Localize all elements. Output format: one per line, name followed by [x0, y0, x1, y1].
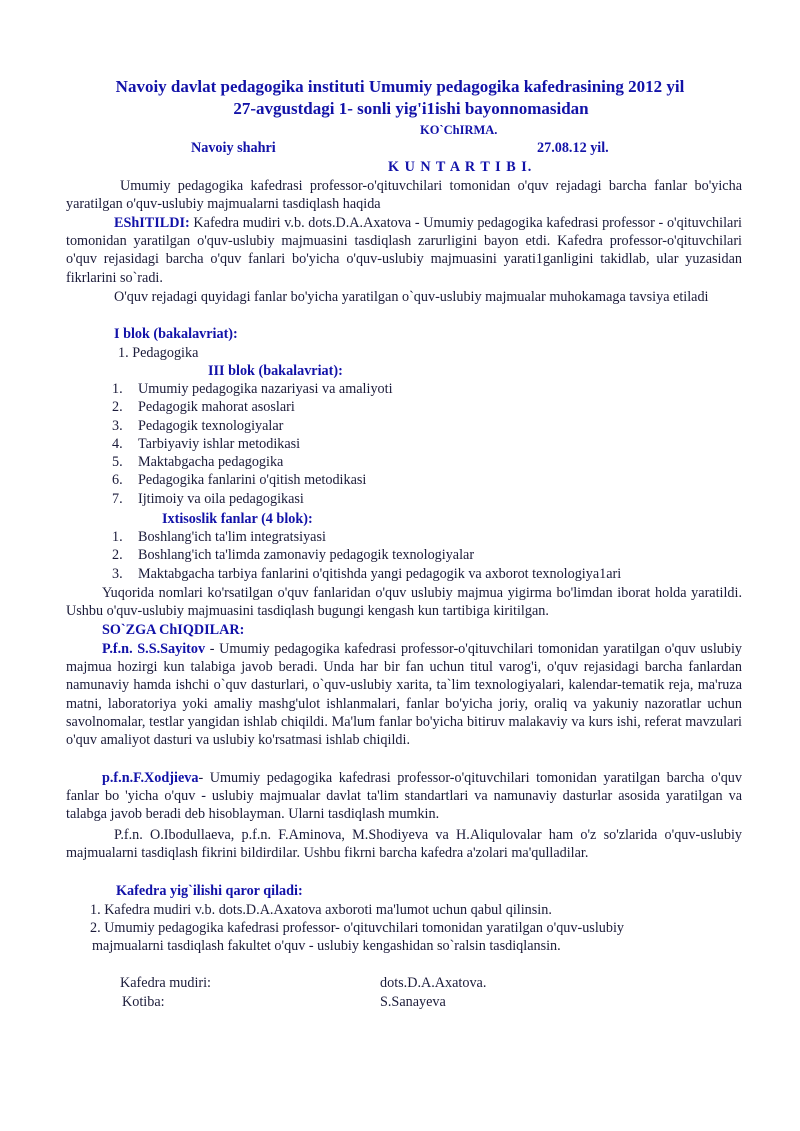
head-label: Kafedra mudiri: — [120, 975, 211, 991]
speaker1-paragraph — [66, 640, 742, 749]
list-item: 4. Tarbiyaviy ishlar metodikasi — [112, 435, 301, 452]
heard-paragraph — [66, 214, 742, 287]
speaker3-text: P.f.n. O.Ibodullaeva, p.f.n. F.Aminova, M.Shodiyeva va H.Aliqulovalar ham o'z so'zlarida o'quv-uslubiy majmualarni tasdiqlash fikrini bildirdilar. Ushbu fikrni barcha kafedra a'zolari ma'qulladilar. — [66, 827, 742, 862]
secretary-name: S.Sanayeva — [380, 994, 446, 1010]
decision-heading: Kafedra yig`ilishi qaror qiladi: — [116, 883, 303, 899]
document-title — [60, 76, 740, 120]
block4-list — [112, 528, 621, 583]
block1-item: 1. Pedagogika — [118, 345, 199, 361]
summary-text: Yuqorida nomlari ko'rsatilgan o'quv fanlaridan o'quv uslubiy majmua yigirma bo'limdan iborat holda yaratildi. Ushbu o'quv-uslubiy majmuasini tasdiqlash bugungi kengash kun tartibiga kiritilgan. — [66, 585, 742, 620]
list-item: 5. Maktabgacha pedagogika — [112, 454, 284, 471]
list-item: 3. Pedagogik texnologiyalar — [112, 417, 284, 434]
date-label: 27.08.12 yil. — [537, 140, 609, 156]
head-name: dots.D.A.Axatova. — [380, 975, 487, 991]
decision-item-2-line-2: majmualarni tasdiqlash fakultet o'quv - uslubiy kengashidan so`ralsin tasdiqlansin. — [92, 938, 561, 954]
list-item: 2. Boshlang'ich ta'limda zamonaviy pedagogik texnologiyalar — [112, 547, 475, 564]
block3-heading: III blok (bakalavriat): — [208, 363, 343, 379]
block3-list — [112, 380, 393, 508]
agenda-heading: K U N T A R T I B I. — [388, 159, 533, 175]
document-subtitle: KO`ChIRMA. — [420, 123, 498, 137]
list-item: 7. Ijtimoiy va oila pedagogikasi — [112, 490, 304, 507]
speaker3-paragraph — [66, 826, 742, 862]
city-label: Navoiy shahri — [191, 140, 276, 156]
speaker2-paragraph — [66, 769, 742, 824]
title-line-2: 27-avgustdagi 1- sonli yig'i1ishi bayonnomasidan — [233, 99, 589, 118]
list-item: 2. Pedagogik mahorat asoslari — [112, 399, 295, 416]
discussed-text: O'quv rejadagi quyidagi fanlar bo'yicha yaratilgan o`quv-uslubiy majmualar muhokamaga tavsiya etiladi — [114, 289, 709, 305]
summary-paragraph — [66, 584, 742, 620]
discussed-paragraph — [66, 288, 742, 306]
speaker1-label: P.f.n. S.S.Sayitov — [102, 641, 206, 657]
agenda-text: Umumiy pedagogika kafedrasi professor-o'qituvchilari tomonidan o'quv rejadagi barcha fanlar bo'yicha yaratilgan o'quv-uslubiy majmualarni tasdiqlash haqida — [66, 178, 742, 213]
list-item: 1. Boshlang'ich ta'lim integratsiyasi — [112, 529, 326, 545]
list-item: 3. Maktabgacha tarbiya fanlarini o'qitishda yangi pedagogik va axborot texnologiya1ari — [112, 565, 622, 582]
heard-text: Kafedra mudiri v.b. dots.D.A.Axatova - Umumiy pedagogika kafedrasi professor - o'qituvchilari tomonidan yaratilgan o'quv-uslubiy majmuasini tasdiqlash zarurligini bayon etdi. Kafedra professor-o'qituvchilari o'quv rejasidagi barcha o'quv fanlari bo'yicha o'quv-uslubiy majmuasini yarati1ganligini takidlab, ular yuzasidan fikrlarini so`radi. — [66, 215, 742, 286]
list-item: 1. Umumiy pedagogika nazariyasi va amaliyoti — [112, 381, 393, 397]
speaker2-text: - Umumiy pedagogika kafedrasi professor-o'qituvchilari tomonidan yaratilgan barcha o'quv fanlar bo 'yicha o'quv - uslubiy majmualar davlat ta'lim standartlari va namunaviy dasturlar asosida yaratilgan va talabga javob beradi deb hisoblayman. Ularni tasdiqlash mumkin. — [66, 770, 742, 823]
block1-heading: I blok (bakalavriat): — [114, 326, 238, 342]
agenda-paragraph — [66, 177, 742, 213]
block4-heading: Ixtisoslik fanlar (4 blok): — [162, 511, 313, 527]
title-line-1: Navoiy davlat pedagogika instituti Umumiy pedagogika kafedrasining 2012 yil — [115, 77, 685, 96]
secretary-label: Kotiba: — [122, 994, 165, 1010]
decision-item-1: 1. Kafedra mudiri v.b. dots.D.A.Axatova axboroti ma'lumot uchun qabul qilinsin. — [90, 902, 552, 918]
speakers-heading: SO`ZGA ChIQDILAR: — [102, 622, 245, 638]
decision-item-2-line-1: 2. Umumiy pedagogika kafedrasi professor- o'qituvchilari tomonidan yaratilgan o'quv-uslubiy — [90, 920, 624, 936]
list-item: 6. Pedagogika fanlarini o'qitish metodikasi — [112, 472, 367, 489]
heard-label: EShITILDI: — [114, 215, 190, 231]
speaker2-label: p.f.n.F.Xodjieva — [102, 770, 199, 786]
speaker1-text: - Umumiy pedagogika kafedrasi professor-o'qituvchilari tomonidan yaratilgan o'quv uslubiy majmua hozirgi kun talabiga javob beradi. Unda har bir fan uchun titul varog'i, o'quv rejasidagi barcha fanlardan namunaviy hamda ishchi o`quv dasturlari, o`quv-uslubiy xarita, ta`lim texnologiyalari, kalendar-tematik reja, ma'ruza matni, laboratoriya yoki amaliy mashg'ulot ishlanmalari, fanlar bo'yicha joriy, oraliq va yakuniy nazoratlar uchun savolnomalar, testlar yangidan ishlab chiqildi. Ma'lum fanlar bo'yicha bitiruv malakaviy va kurs ishi, referat mavzulari o'quv amaliyot dasturi va uslubiy ko'rsatmasi ishlab chiqildi. — [66, 641, 742, 749]
